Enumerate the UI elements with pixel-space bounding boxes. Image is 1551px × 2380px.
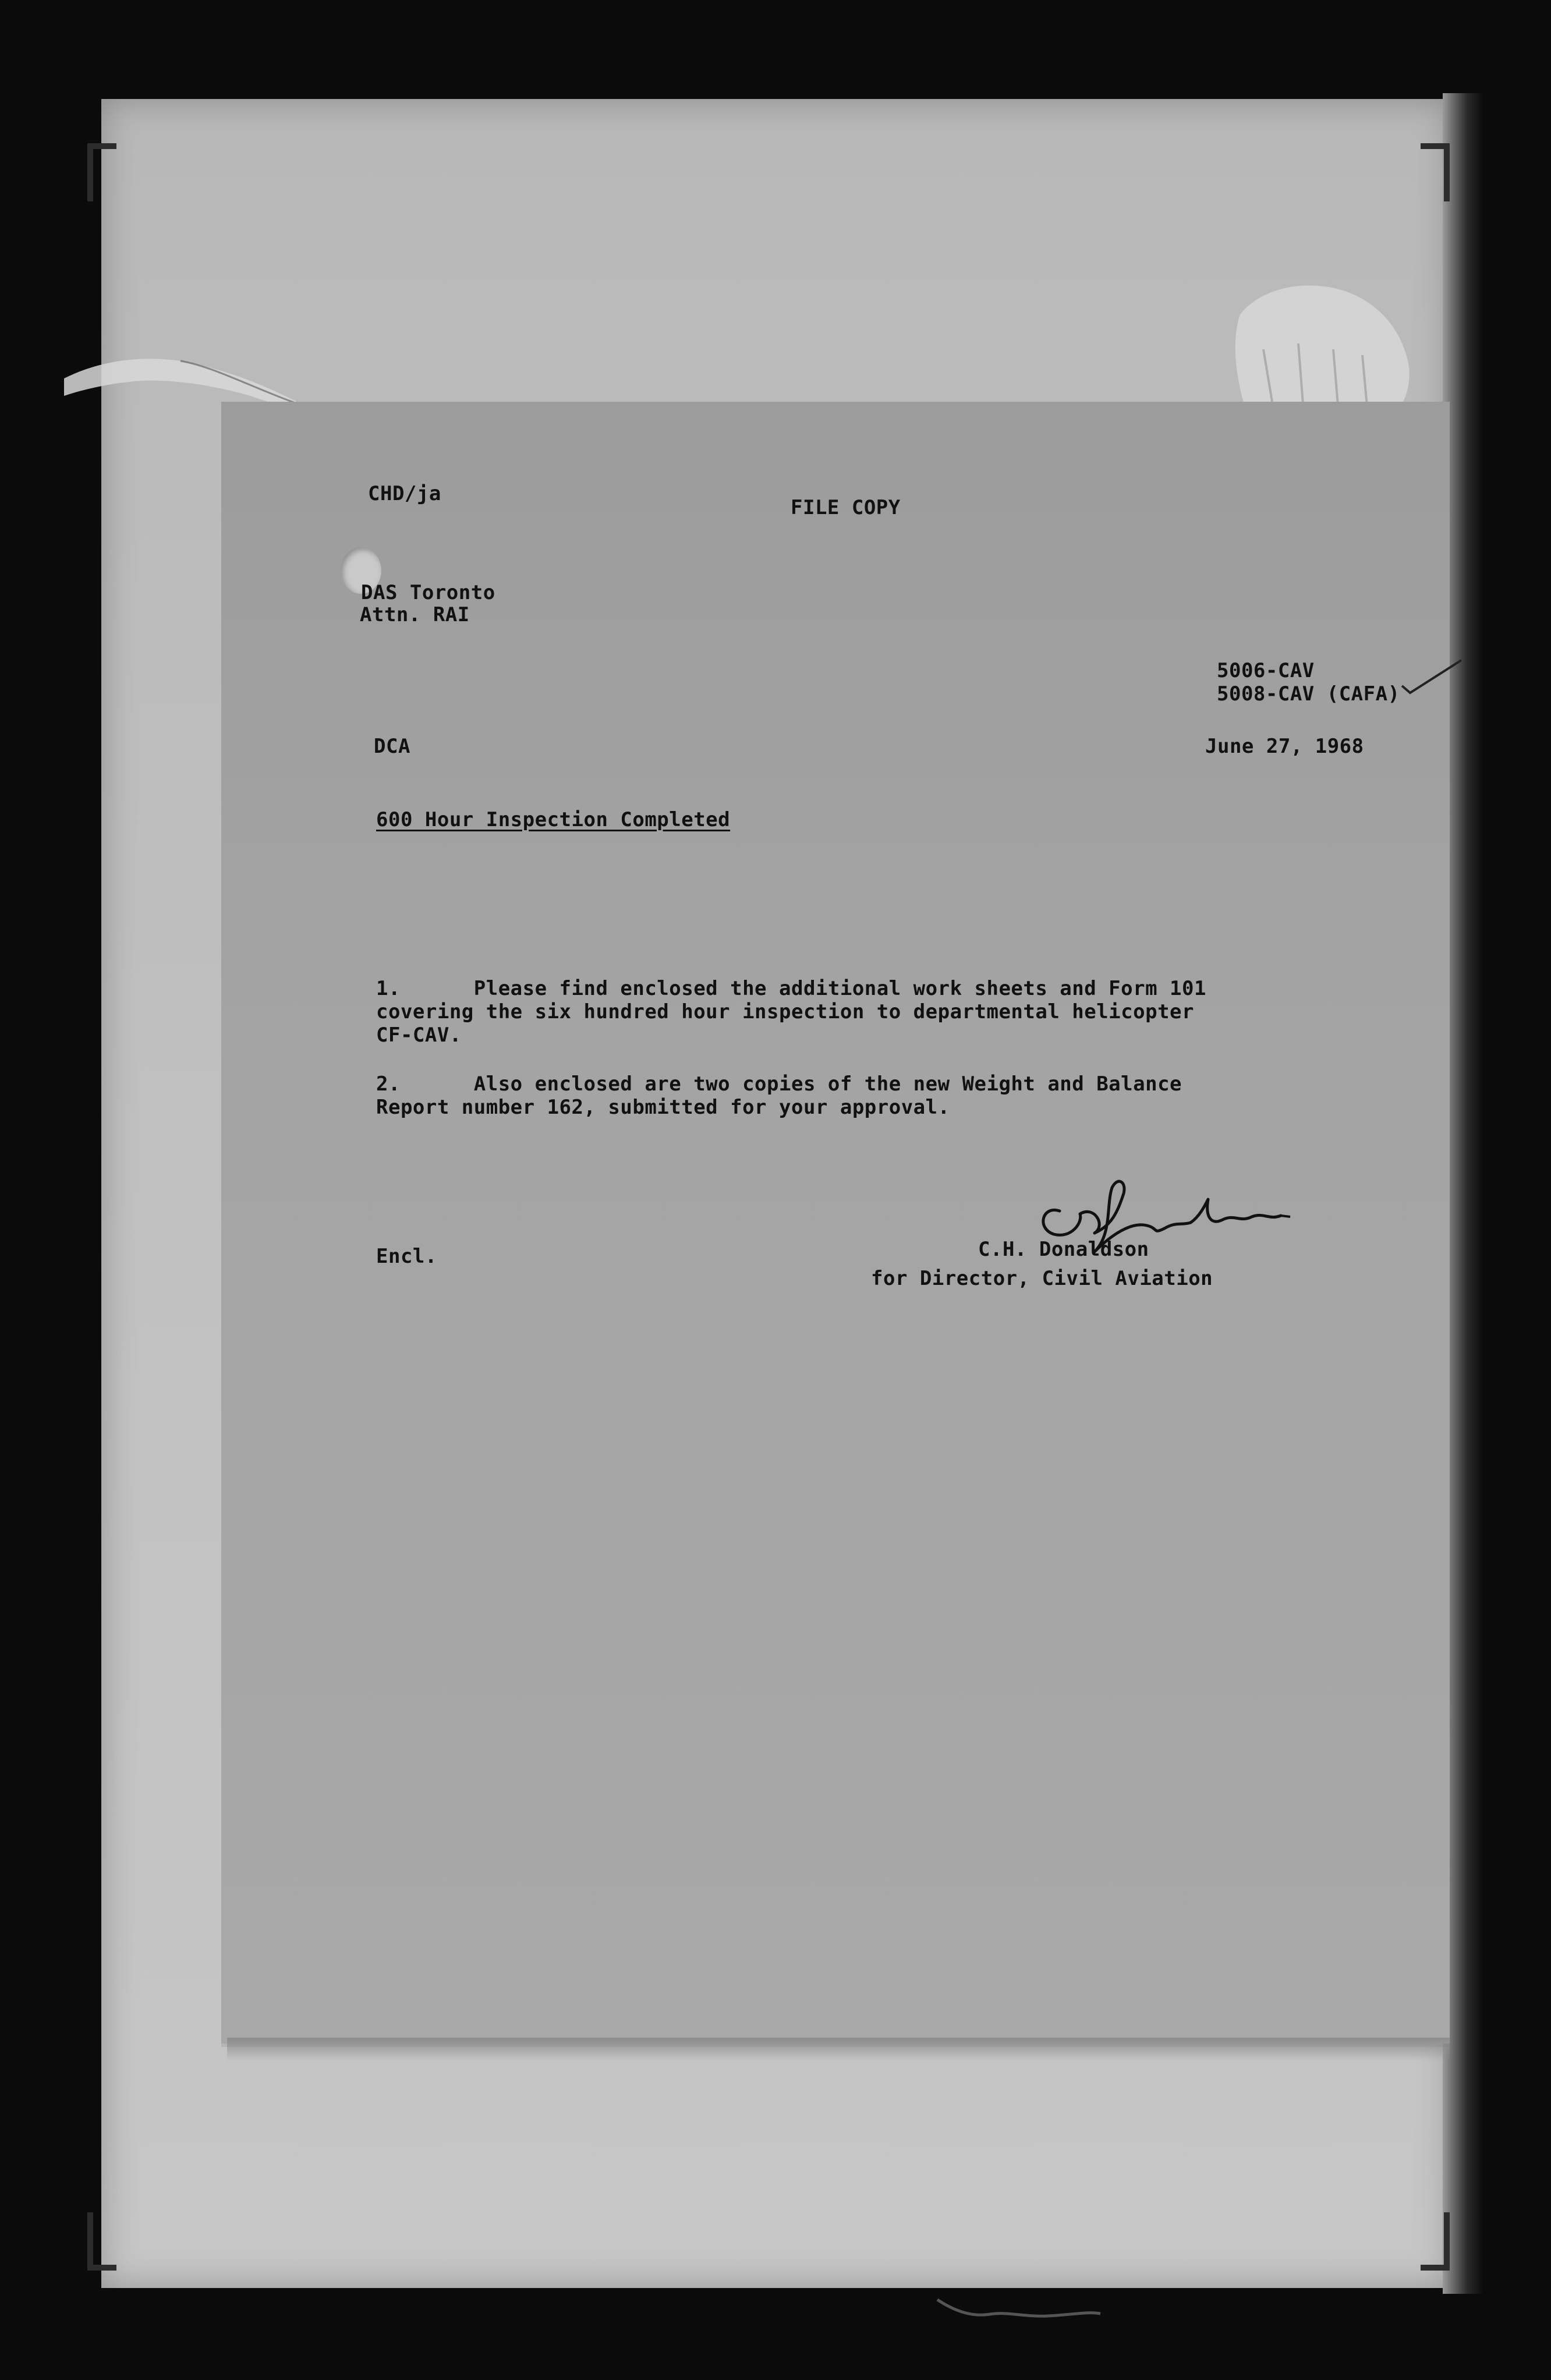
registration-corner-top-left bbox=[87, 143, 116, 201]
sender-code: DCA bbox=[374, 735, 410, 758]
paragraph-2-line: Report number 162, submitted for your approval. bbox=[376, 1096, 950, 1119]
check-mark-icon bbox=[1400, 658, 1464, 699]
signer-name: C.H. Donaldson bbox=[978, 1238, 1149, 1261]
registration-corner-bottom-right bbox=[1421, 2212, 1450, 2271]
paragraph-1-line: CF-CAV. bbox=[376, 1023, 462, 1047]
bottom-edge-mark bbox=[932, 2288, 1106, 2323]
subject-line: 600 Hour Inspection Completed bbox=[376, 808, 731, 831]
registration-corner-top-right bbox=[1421, 143, 1450, 201]
paragraph-1-line: 1. Please find enclosed the additional work sheets and Form 101 bbox=[376, 977, 1206, 1000]
signer-title: for Director, Civil Aviation bbox=[871, 1267, 1213, 1290]
paragraph-2-line: 2. Also enclosed are two copies of the new Weight and Balance bbox=[376, 1072, 1182, 1096]
reference-initials: CHD/ja bbox=[368, 482, 441, 505]
file-reference: 5008-CAV (CAFA) bbox=[1217, 682, 1400, 706]
addressee-line: Attn. RAI bbox=[360, 603, 470, 626]
enclosure-note: Encl. bbox=[376, 1245, 437, 1268]
registration-corner-bottom-left bbox=[87, 2212, 116, 2271]
letter-date: June 27, 1968 bbox=[1205, 735, 1364, 758]
sheet-shadow bbox=[227, 2038, 1450, 2061]
file-reference: 5006-CAV bbox=[1217, 659, 1315, 682]
addressee-line: DAS Toronto bbox=[361, 581, 495, 604]
paragraph-1-line: covering the six hundred hour inspection to departmental helicopter bbox=[376, 1000, 1194, 1023]
file-copy-label: FILE COPY bbox=[791, 496, 901, 519]
